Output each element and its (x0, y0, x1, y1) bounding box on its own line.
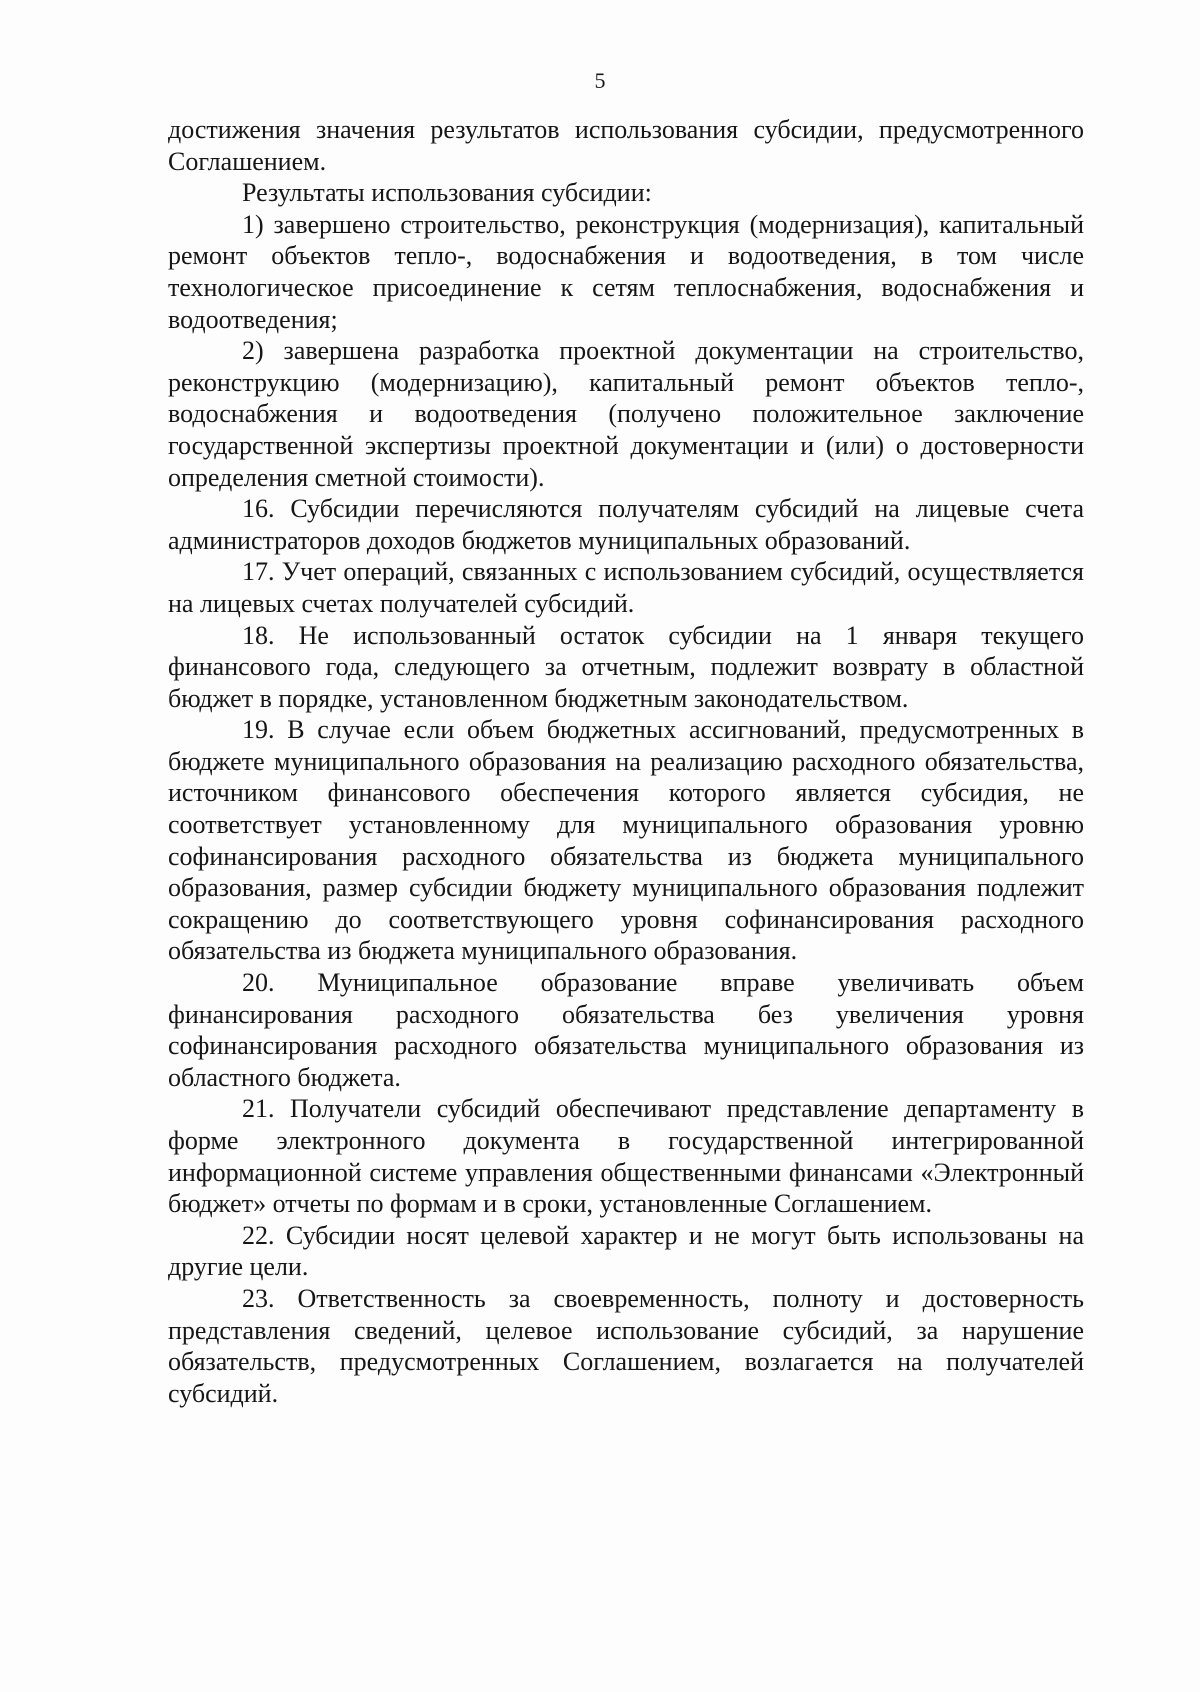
paragraph-continuation: достижения значения результатов использования субсидии, предусмотренного Соглашением. (168, 115, 1084, 176)
paragraph-result-1: 1) завершено строительство, реконструкция (модернизация), капитальный ремонт объектов тепло-, водоснабжения и водоотведения, в том числе технологическое присоединение к сетям теплоснабжения, водоснабжения и водоотведения; (168, 209, 1084, 334)
document-body (168, 114, 1084, 1409)
paragraph-19: 19. В случае если объем бюджетных ассигнований, предусмотренных в бюджете муниципального образования на реализацию расходного обязательства, источником финансового обеспечения которого является субсидия, не соответствует установленному для муниципального образования уровню софинансирования расходного обязательства из бюджета муниципального образования, размер субсидии бюджету муниципального образования подлежит сокращению до соответствующего уровня софинансирования расходного обязательства из бюджета муниципального образования. (168, 715, 1084, 966)
paragraph-22: 22. Субсидии носят целевой характер и не могут быть использованы на другие цели. (168, 1220, 1084, 1282)
paragraph-21: 21. Получатели субсидий обеспечивают представление департаменту в форме электронного документа в государственной интегрированной информационной системе управления общественными финансами «Электронный бюджет» отчеты по формам и в сроки, установленные Соглашением. (168, 1094, 1084, 1219)
paragraph-20: 20. Муниципальное образование вправе увеличивать объем финансирования расходного обязательства без увеличения уровня софинансирования расходного обязательства муниципального образования из областного бюджета. (168, 968, 1084, 1092)
paragraph-17: 17. Учет операций, связанных с использованием субсидий, осуществляется на лицевых счетах получателей субсидий. (168, 557, 1084, 618)
paragraph-16: 16. Субсидии перечисляются получателям субсидий на лицевые счета администраторов доходов бюджетов муниципальных образований. (168, 494, 1084, 555)
paragraph-results-heading: Результаты использования субсидии: (242, 178, 652, 208)
page-number: 5 (594, 68, 606, 93)
paragraph-result-2: 2) завершена разработка проектной документации на строительство, реконструкцию (модернизацию), капитальный ремонт объектов тепло-, водоснабжения и водоотведения (получено положительное заключение государственной экспертизы проектной документации и (или) о достоверности определения сметной стоимости). (168, 336, 1084, 492)
paragraph-23: 23. Ответственность за своевременность, полноту и достоверность представления сведений, целевое использование субсидий, за нарушение обязательств, предусмотренных Соглашением, возлагается на получателей субсидий. (168, 1283, 1084, 1408)
paragraph-18: 18. Не использованный остаток субсидии на 1 января текущего финансового года, следующего за отчетным, подлежит возврату в областной бюджет в порядке, установленном бюджетным законодательством. (168, 620, 1084, 713)
